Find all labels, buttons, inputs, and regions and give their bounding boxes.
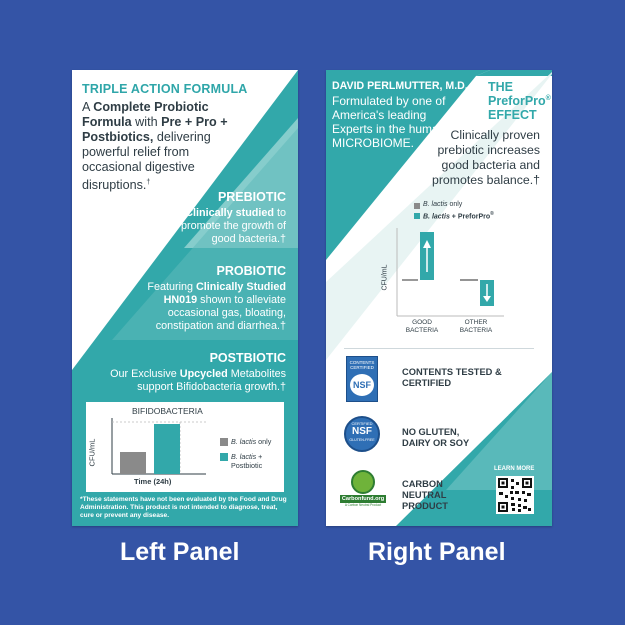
preforpro-effect-title: THE PreforPro® EFFECT: [488, 80, 551, 122]
bifidobacteria-chart: [86, 402, 284, 492]
cert-label-carbon-neutral: CARBON NEUTRAL PRODUCT: [402, 479, 448, 511]
chart-ylabel: CFU/mL: [87, 438, 97, 467]
chart-xlabel: Time (24h): [134, 477, 172, 486]
legend-swatch-gray: [220, 438, 228, 446]
legend-swatch-teal: [220, 453, 228, 461]
fda-disclaimer: *These statements have not been evaluated by the Food and Drug Administration. This product is not intended to diagnose, treat, cure or prevent any disease.: [80, 496, 287, 519]
prebiotic-heading: PREBIOTIC: [217, 190, 286, 204]
right-legend-teal-label: B. lactis + PreforPro®: [423, 211, 494, 221]
preforpro-effect-body: Clinically proven prebiotic increases good bacteria and promotes balance.†: [431, 128, 540, 187]
chart-plot: [110, 418, 210, 478]
probiotic-body: Featuring Clinically Studied HN019 shown to alleviate occasional gas, bloating, constipation and diarrhea.†: [147, 281, 286, 332]
right-chart-plot: [396, 226, 506, 320]
bar-b-lactis-postbiotic: [154, 424, 180, 474]
nsf-contents-certified-badge: CONTENTS CERTIFIED NSF: [346, 356, 378, 402]
intro-text: A Complete Probiotic Formula with Pre + Pro + Postbiotics, delivering powerful relief from occasional digestive disruptions.†: [82, 100, 228, 193]
globe-icon: [351, 470, 375, 494]
learn-more-label: LEARN MORE: [494, 466, 535, 472]
postbiotic-heading: POSTBIOTIC: [209, 351, 286, 365]
postbiotic-body: Our Exclusive Upcycled Metabolites support Bifidobacteria growth.†: [110, 368, 286, 393]
right-legend-gray-label: B. lactis only: [423, 201, 463, 208]
left-panel: [72, 70, 298, 526]
author-description: Formulated by one of America's leading Experts in the human MICROBIOME.: [332, 94, 446, 150]
qr-code-icon[interactable]: [496, 476, 534, 514]
nsf-gluten-free-badge: CERTIFIED NSF GLUTEN-FREE: [344, 416, 380, 452]
cert-label-no-gluten: NO GLUTEN, DAIRY OR SOY: [402, 427, 470, 448]
author-name: DAVID PERLMUTTER, M.D.: [332, 80, 468, 92]
right-chart-ylabel: CFU/mL: [381, 264, 389, 291]
category-good-bacteria: GOOD BACTERIA: [405, 319, 439, 334]
chart-title: BIFIDOBACTERIA: [132, 406, 203, 416]
cert-label-contents-tested: CONTENTS TESTED & CERTIFIED: [402, 367, 502, 388]
legend-gray-label: B. lactis only: [231, 437, 272, 446]
right-legend-swatch-teal: [414, 213, 420, 219]
divider: [344, 348, 534, 349]
carbonfund-badge: Carbonfund.org A Carbon Neutral Product: [340, 470, 386, 512]
triple-action-title: TRIPLE ACTION FORMULA: [82, 82, 248, 96]
probiotic-heading: PROBIOTIC: [216, 264, 286, 278]
bar-b-lactis-only: [120, 452, 146, 474]
right-legend-swatch-gray: [414, 203, 420, 209]
legend-teal-label: B. lactis + Postbiotic: [231, 452, 263, 470]
left-panel-caption: Left Panel: [120, 538, 240, 566]
right-panel-caption: Right Panel: [368, 538, 506, 566]
prebiotic-body: Clinically studied to promote the growth of good bacteria.†: [180, 207, 286, 245]
category-other-bacteria: OTHER BACTERIA: [459, 319, 493, 334]
right-panel: [326, 70, 552, 526]
